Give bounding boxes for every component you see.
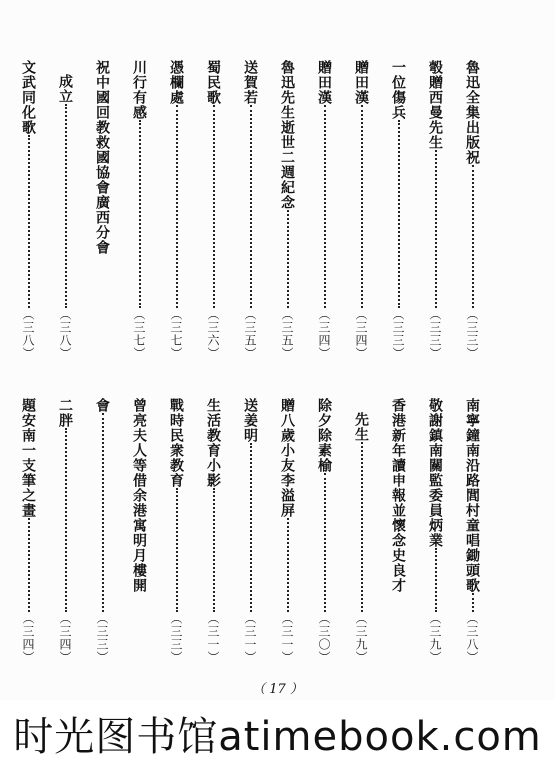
dot-leader: [247, 443, 252, 612]
entry-page: （三三）: [465, 308, 479, 360]
entry-page: （三七）: [169, 308, 183, 360]
entry-page: （三四）: [317, 308, 331, 360]
entry-title: 敬謝鎮南關監委員炳業: [427, 398, 443, 548]
toc-entry: [231, 60, 268, 360]
entry-page: （三九）: [354, 612, 368, 664]
entry-title: 川行有感: [131, 60, 147, 120]
entry-title: 憑欄處: [168, 60, 184, 105]
toc-bottom-block: [9, 398, 490, 664]
dot-leader: [358, 105, 363, 308]
toc-entry: [194, 398, 231, 664]
dot-leader: [432, 548, 437, 612]
toc-entry: [46, 398, 83, 664]
dot-leader: [358, 442, 363, 612]
toc-entry: [268, 60, 305, 360]
entry-page: （三四）: [21, 612, 35, 664]
dot-leader: [432, 150, 437, 308]
dot-leader: [25, 135, 30, 308]
entry-title: 祝中國回教救國協會廣西分會: [94, 60, 110, 255]
toc-entry: [9, 60, 46, 360]
dot-leader: [395, 120, 400, 308]
entry-title: 贈田漢: [353, 60, 369, 105]
entry-page: （三一）: [280, 612, 294, 664]
entry-title: 戰時民衆教育: [168, 398, 184, 488]
entry-title: 曾亮夫人等借余港寓明月樓開: [131, 398, 147, 593]
toc-entry: [268, 398, 305, 664]
entry-page: （三六）: [206, 308, 220, 360]
entry-title: 會: [94, 398, 110, 413]
entry-title: 生活教育小影: [205, 398, 221, 488]
dot-leader: [247, 105, 252, 308]
entry-title: 成立: [57, 74, 73, 104]
toc-entry: [157, 398, 194, 664]
dot-leader: [210, 105, 215, 308]
dot-leader: [62, 104, 67, 308]
toc-entry: [342, 60, 379, 360]
entry-page: （三八）: [21, 308, 35, 360]
entry-title: 贈八歲小友李溢屏: [279, 398, 295, 518]
toc-entry: [305, 398, 342, 664]
entry-page: （三〇）: [317, 612, 331, 664]
dot-leader: [136, 120, 141, 308]
entry-page: （三一）: [243, 612, 257, 664]
entry-page: （三三）: [169, 612, 183, 664]
entry-page: （三七）: [132, 308, 146, 360]
dot-leader: [284, 210, 289, 308]
watermark: 时光图书馆atimebook.com: [0, 706, 555, 768]
toc-entry: [83, 60, 120, 360]
entry-title: 送賀若: [242, 60, 258, 105]
dot-leader: [210, 488, 215, 612]
entry-title: 蜀民歌: [205, 60, 221, 105]
toc-entry: [231, 398, 268, 664]
toc-entry: [305, 60, 342, 360]
entry-page: （三一）: [206, 612, 220, 664]
toc-entry: [194, 60, 231, 360]
dot-leader: [173, 105, 178, 308]
toc-entry: [157, 60, 194, 360]
entry-title: 彀贈西曼先生: [427, 60, 443, 150]
dot-leader: [25, 518, 30, 612]
dot-leader: [321, 473, 326, 612]
entry-page: （三八）: [58, 308, 72, 360]
toc-entry: [453, 398, 490, 664]
entry-title: 二胖: [57, 398, 73, 428]
dot-leader: [62, 428, 67, 612]
entry-page: （三四）: [354, 308, 368, 360]
toc-entry: [120, 398, 157, 664]
entry-page: （三八）: [465, 612, 479, 664]
entry-title: 文武同化歌: [20, 60, 36, 135]
entry-page: （三五）: [280, 308, 294, 360]
dot-leader: [469, 165, 474, 308]
entry-page: （三五）: [243, 308, 257, 360]
dot-leader: [284, 518, 289, 612]
toc-entry: [342, 398, 379, 664]
toc-entry: [379, 398, 416, 664]
entry-title: 贈田漢: [316, 60, 332, 105]
toc-entry: [416, 398, 453, 664]
page-number: （ 17 ）: [252, 682, 303, 697]
toc-entry: [416, 60, 453, 360]
entry-page: （三三）: [95, 612, 109, 664]
dot-leader: [321, 105, 326, 308]
entry-title: 魯迅先生逝世二週紀念: [279, 60, 295, 210]
entry-title: 題安南一支筆之畫: [20, 398, 36, 518]
entry-title: 香港新年讀申報並懷念史良才: [390, 398, 406, 593]
entry-page: （三四）: [58, 612, 72, 664]
entry-title: 一位傷兵: [390, 60, 406, 120]
toc-entry: [120, 60, 157, 360]
toc-entry: [9, 398, 46, 664]
toc-entry: [379, 60, 416, 360]
entry-title: 南寧鐘南沿路閭村童唱鋤頭歌: [464, 398, 480, 593]
entry-page: （三三）: [391, 308, 405, 360]
entry-title: 先生: [353, 412, 369, 442]
toc-entry: [83, 398, 120, 664]
entry-page: （三九）: [428, 612, 442, 664]
dot-leader: [99, 413, 104, 612]
toc-entry: [46, 60, 83, 360]
toc-top-block: [9, 60, 490, 360]
toc-entry: [453, 60, 490, 360]
entry-title: 魯迅全集出版祝: [464, 60, 480, 165]
entry-title: 除夕除素榆: [316, 398, 332, 473]
dot-leader: [469, 593, 474, 612]
dot-leader: [173, 488, 178, 612]
entry-page: （三三）: [428, 308, 442, 360]
entry-title: 送姜明: [242, 398, 258, 443]
